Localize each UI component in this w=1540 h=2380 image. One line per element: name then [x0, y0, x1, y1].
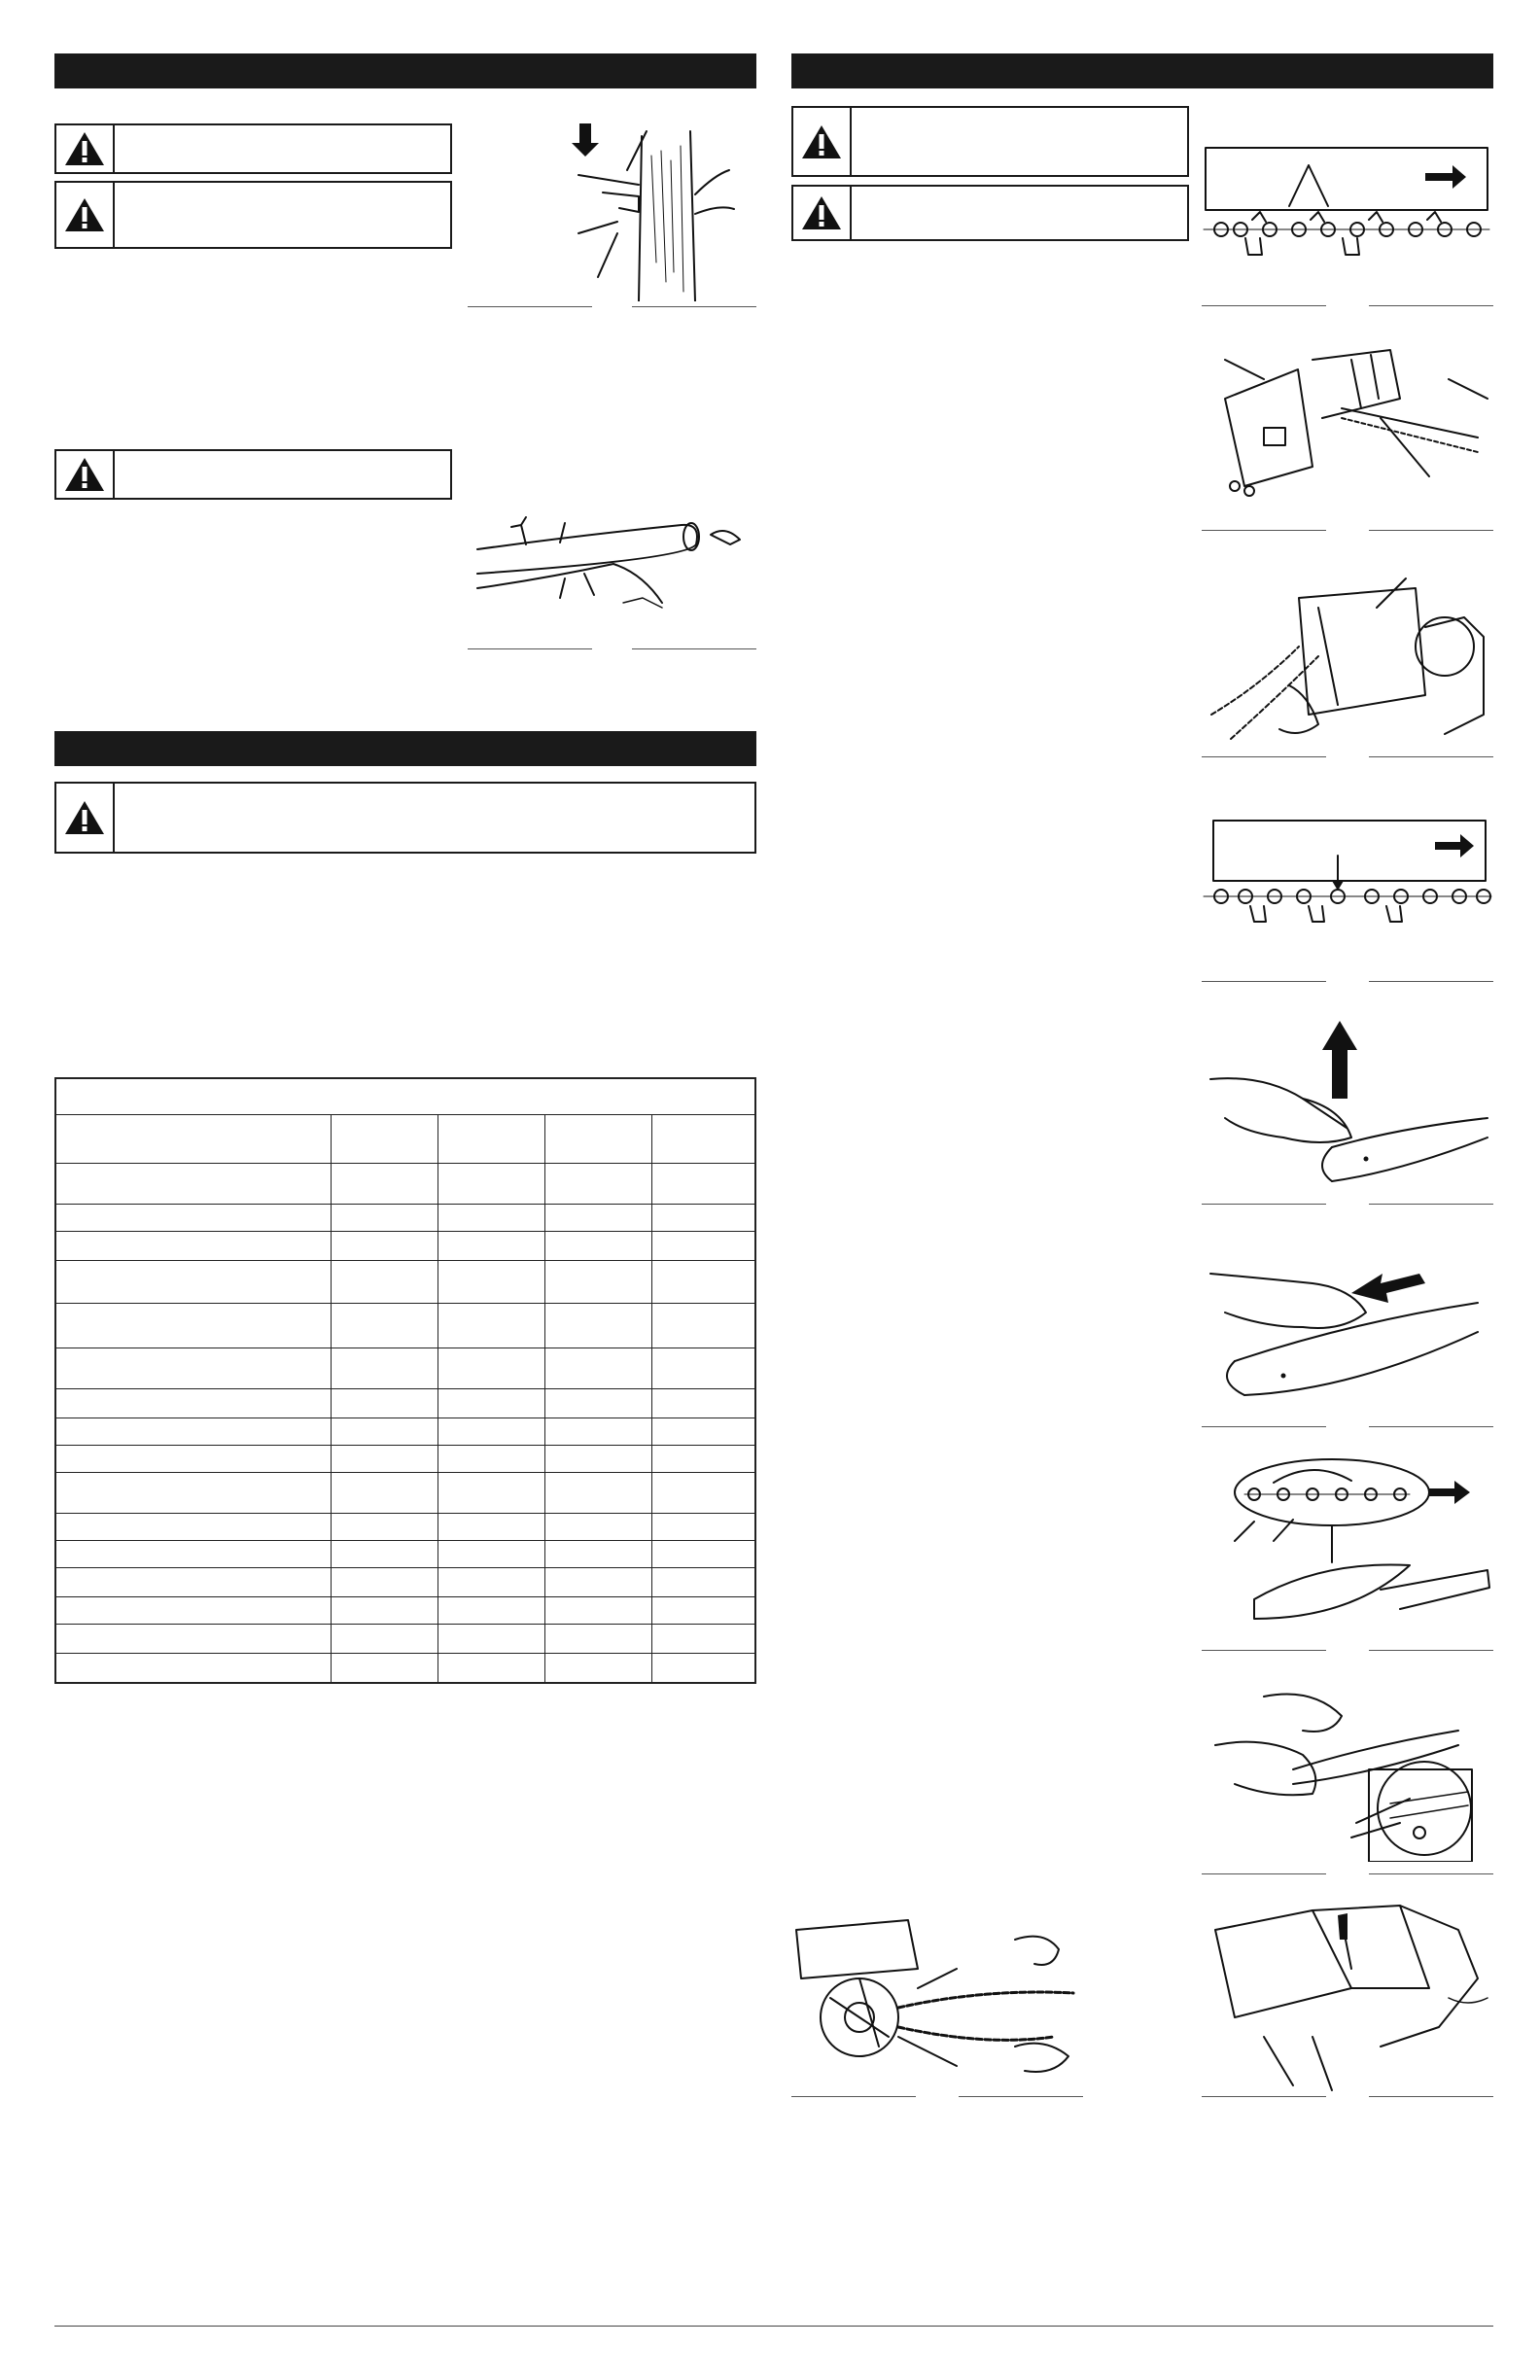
- figure-caption-rule: [1202, 305, 1326, 306]
- screwdriver-adjust-illustration: [1206, 1901, 1493, 2095]
- figure-caption-rule: [1202, 981, 1326, 982]
- warning-box: [54, 782, 756, 854]
- figure-caption-rule: [1202, 756, 1326, 757]
- warning-box: [54, 449, 452, 500]
- section-bar-right-top: [791, 53, 1493, 88]
- warning-triangle-icon: [56, 784, 115, 852]
- table-column-divider: [544, 1114, 545, 1682]
- footer-rule: [54, 2326, 1493, 2327]
- warning-box: [791, 185, 1189, 241]
- table-row-divider: [56, 1472, 754, 1473]
- figure-caption-rule: [1202, 1650, 1326, 1651]
- table-row-divider: [56, 1388, 754, 1389]
- table-row-divider: [56, 1163, 754, 1164]
- fallen-log-illustration: [468, 506, 759, 617]
- warning-box: [791, 106, 1189, 177]
- table-row-divider: [56, 1596, 754, 1597]
- table-row-divider: [56, 1303, 754, 1304]
- figure-caption-rule: [1369, 2096, 1493, 2097]
- bar-cover-illustration: [1206, 340, 1493, 506]
- table-row-divider: [56, 1445, 754, 1446]
- warning-box: [54, 123, 452, 174]
- figure-caption-rule: [959, 2096, 1083, 2097]
- figure-caption-rule: [1369, 981, 1493, 982]
- saw-engine-chain-illustration: [1202, 569, 1493, 744]
- table-row-divider: [56, 1567, 754, 1568]
- figure-caption-rule: [1202, 530, 1326, 531]
- glove-push-chain-illustration: [1206, 1235, 1493, 1410]
- warning-triangle-icon: [56, 451, 115, 498]
- table-row-divider: [56, 1260, 754, 1261]
- figure-caption-rule: [1202, 1873, 1326, 1874]
- chain-cutter-diagram: [1202, 146, 1493, 272]
- figure-caption-rule: [1202, 1204, 1326, 1205]
- figure-caption-rule: [1369, 1426, 1493, 1427]
- chain-adjust-magnified-illustration: [1206, 1677, 1493, 1862]
- figure-caption-rule: [1369, 530, 1493, 531]
- table-row-divider: [56, 1513, 754, 1514]
- section-bar-left-top: [54, 53, 756, 88]
- sprocket-chain-illustration: [791, 1910, 1083, 2076]
- warning-triangle-icon: [793, 187, 852, 239]
- table-row-divider: [56, 1114, 754, 1115]
- figure-caption-rule: [468, 306, 592, 307]
- glove-lift-chain-illustration: [1206, 1011, 1493, 1186]
- chain-direction-bar-diagram: [1215, 1453, 1497, 1633]
- warning-triangle-icon: [793, 108, 852, 175]
- table-row-divider: [56, 1540, 754, 1541]
- warning-triangle-icon: [56, 183, 115, 247]
- section-bar-left-mid: [54, 731, 756, 766]
- table-row-divider: [56, 1653, 754, 1654]
- table-row-divider: [56, 1231, 754, 1232]
- figure-caption-rule: [1369, 305, 1493, 306]
- figure-caption-rule: [1369, 1873, 1493, 1874]
- figure-caption-rule: [468, 648, 592, 649]
- figure-caption-rule: [1202, 1426, 1326, 1427]
- table-column-divider: [651, 1114, 652, 1682]
- figure-caption-rule: [1369, 1204, 1493, 1205]
- table-column-divider: [331, 1114, 332, 1682]
- table-row-divider: [56, 1204, 754, 1205]
- tree-notch-illustration: [559, 117, 763, 301]
- chain-tension-diagram: [1202, 817, 1493, 933]
- table-row-divider: [56, 1624, 754, 1625]
- figure-caption-rule: [1369, 756, 1493, 757]
- warning-triangle-icon: [56, 125, 115, 172]
- figure-caption-rule: [632, 648, 756, 649]
- spec-table: [54, 1077, 756, 1684]
- figure-caption-rule: [632, 306, 756, 307]
- figure-caption-rule: [791, 2096, 916, 2097]
- figure-caption-rule: [1202, 2096, 1326, 2097]
- figure-caption-rule: [1369, 1650, 1493, 1651]
- warning-box: [54, 181, 452, 249]
